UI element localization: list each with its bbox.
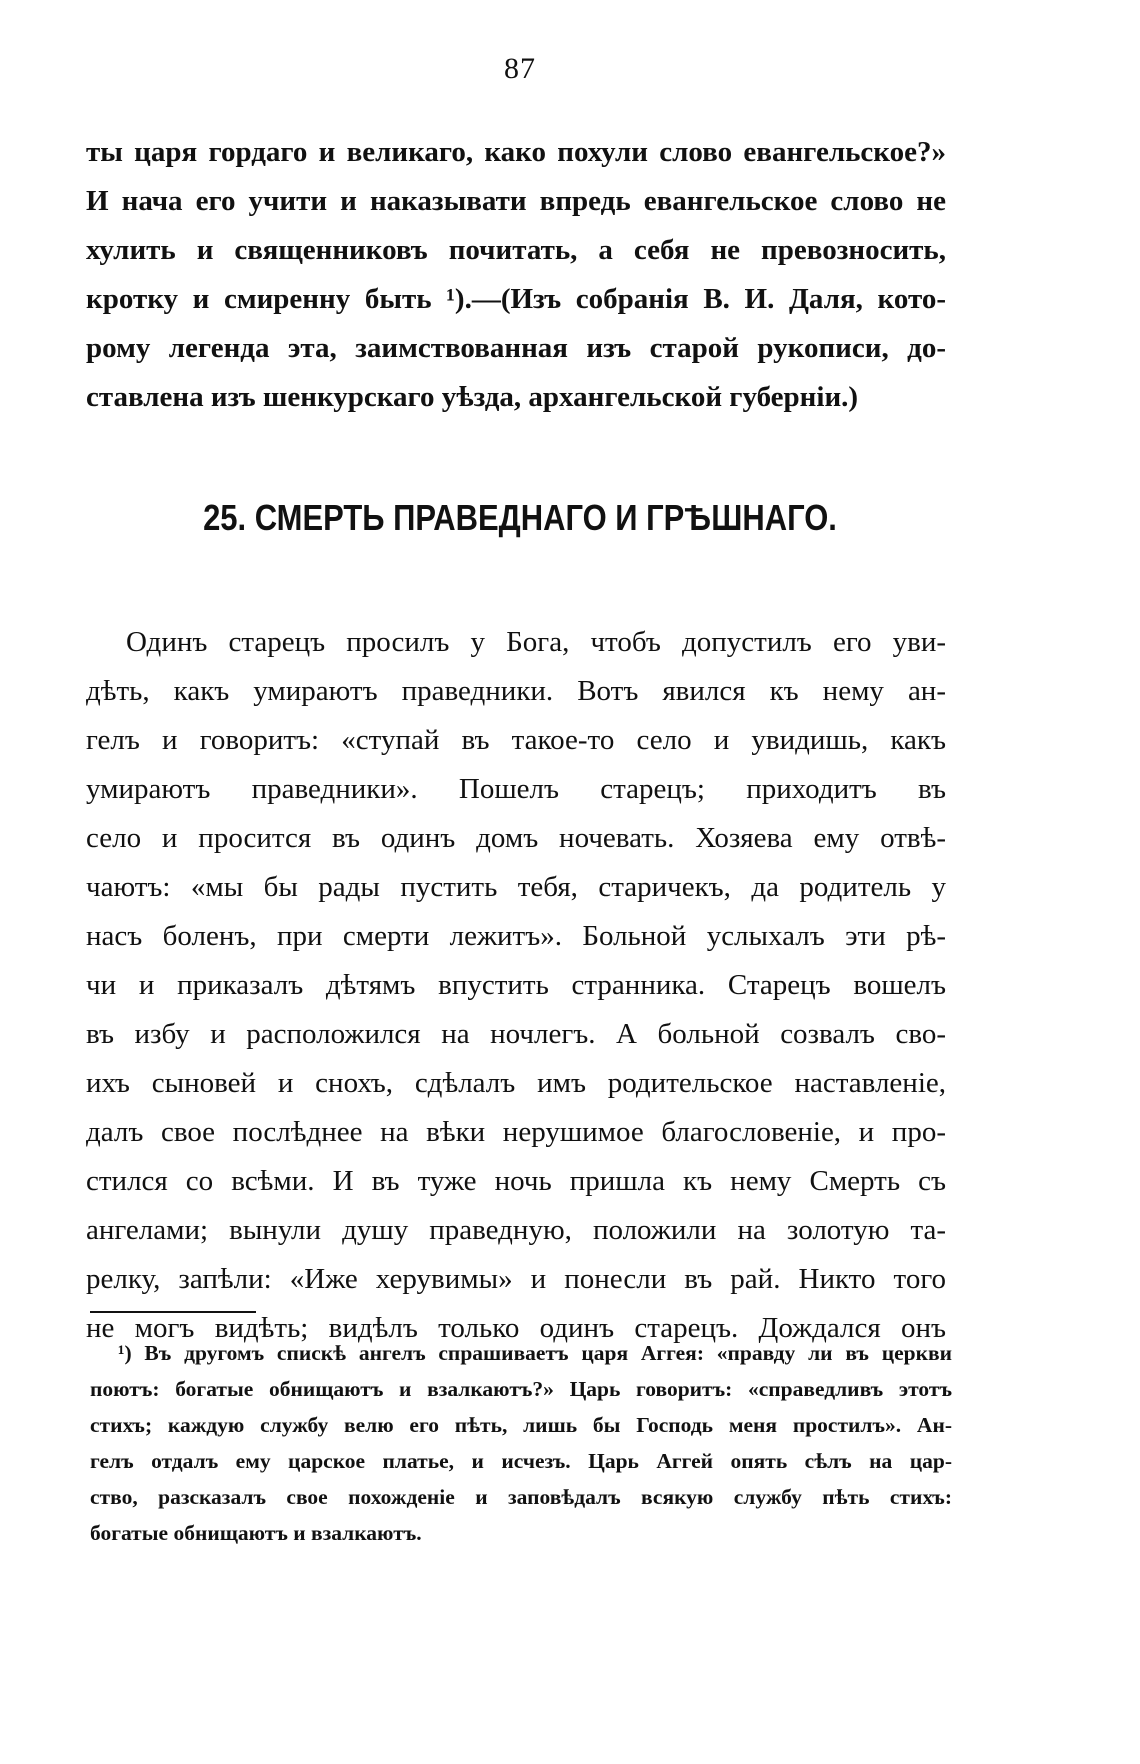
text-line: релку, запѣли: «Иже херувимы» и понесли въ рай. Никто того bbox=[86, 1263, 946, 1295]
text-line: чи и приказалъ дѣтямъ впустить странника. Старецъ вошелъ bbox=[86, 969, 946, 1001]
body-paragraph bbox=[86, 618, 946, 1353]
text-line: ставлена изъ шенкурскаго уѣзда, архангельской губерніи.) bbox=[86, 381, 859, 413]
text-line: ангелами; вынули душу праведную, положили на золотую та- bbox=[86, 1214, 946, 1246]
text-line: И нача его учити и наказывати впредь евангельское слово не bbox=[86, 185, 946, 217]
text-line-part: кротку и смиренну быть bbox=[86, 283, 432, 315]
text-line: рому легенда эта, заимствованная изъ старой рукописи, до- bbox=[86, 332, 946, 364]
page-number: 87 bbox=[504, 52, 536, 85]
footnote-divider bbox=[90, 1311, 256, 1313]
text-line: ты царя гордаго и великаго, како похули слово евангельское?» bbox=[86, 136, 946, 168]
text-line: въ избу и расположился на ночлегъ. А больной созвалъ сво- bbox=[86, 1018, 946, 1050]
text-line: Одинъ старецъ просилъ у Бога, чтобъ допустилъ его уви- bbox=[126, 626, 946, 658]
text-line: гелъ и говоритъ: «ступай въ такое-то село и увидишь, какъ bbox=[86, 724, 946, 756]
top-paragraph bbox=[86, 128, 946, 422]
footnote bbox=[90, 1335, 952, 1551]
text-line: хулить и священниковъ почитать, а себя не превозносить, bbox=[86, 234, 946, 266]
text-line: далъ свое послѣднее на вѣки нерушимое благословеніе, и про- bbox=[86, 1116, 946, 1148]
text-line: ихъ сыновей и снохъ, сдѣлалъ имъ родительское наставленіе, bbox=[86, 1067, 946, 1099]
text-line: стился со всѣми. И въ туже ночь пришла къ нему Смерть съ bbox=[86, 1165, 946, 1197]
footnote-line: поютъ: богатые обнищаютъ и взалкаютъ?» Царь говоритъ: «справедливъ этотъ bbox=[90, 1377, 952, 1401]
footnote-text: Въ другомъ спискѣ ангелъ спрашиваетъ царя Аггея: «правду ли въ церкви bbox=[144, 1341, 952, 1365]
text-line: чаютъ: «мы бы рады пустить тебя, старичекъ, да родитель у bbox=[86, 871, 946, 903]
footnote-line: богатые обнищаютъ и взалкаютъ. bbox=[90, 1521, 422, 1545]
text-line: насъ боленъ, при смерти лежитъ». Больной услыхалъ эти рѣ- bbox=[86, 920, 946, 952]
footnote-line: гелъ отдалъ ему царское платье, и исчезъ. Царь Аггей опять сѣлъ на цар- bbox=[90, 1449, 952, 1473]
footnote-line bbox=[90, 1335, 952, 1371]
text-line: не могъ видѣть; видѣлъ только одинъ старецъ. Дождался онъ bbox=[86, 1312, 946, 1344]
text-line-with-footnote-ref bbox=[86, 275, 946, 324]
text-line: умираютъ праведники». Пошелъ старецъ; приходитъ въ bbox=[86, 773, 946, 805]
text-line: дѣть, какъ умираютъ праведники. Вотъ явился къ нему ан- bbox=[86, 675, 946, 707]
footnote-marker: ¹) bbox=[118, 1341, 132, 1365]
footnote-line: ство, разсказалъ свое похожденіе и заповѣдалъ всякую службу пѣть стихъ: bbox=[90, 1485, 952, 1509]
text-line: село и просится въ одинъ домъ ночевать. Хозяева ему отвѣ- bbox=[86, 822, 946, 854]
section-heading: 25. СМЕРТЬ ПРАВЕДНАГО И ГРѢШНАГО. bbox=[203, 497, 837, 538]
text-line-part: ¹).—(Изъ собранія В. И. Даля, кото- bbox=[446, 283, 946, 315]
footnote-line: стихъ; каждую службу велю его пѣть, лишь бы Господь меня простилъ». Ан- bbox=[90, 1413, 952, 1437]
